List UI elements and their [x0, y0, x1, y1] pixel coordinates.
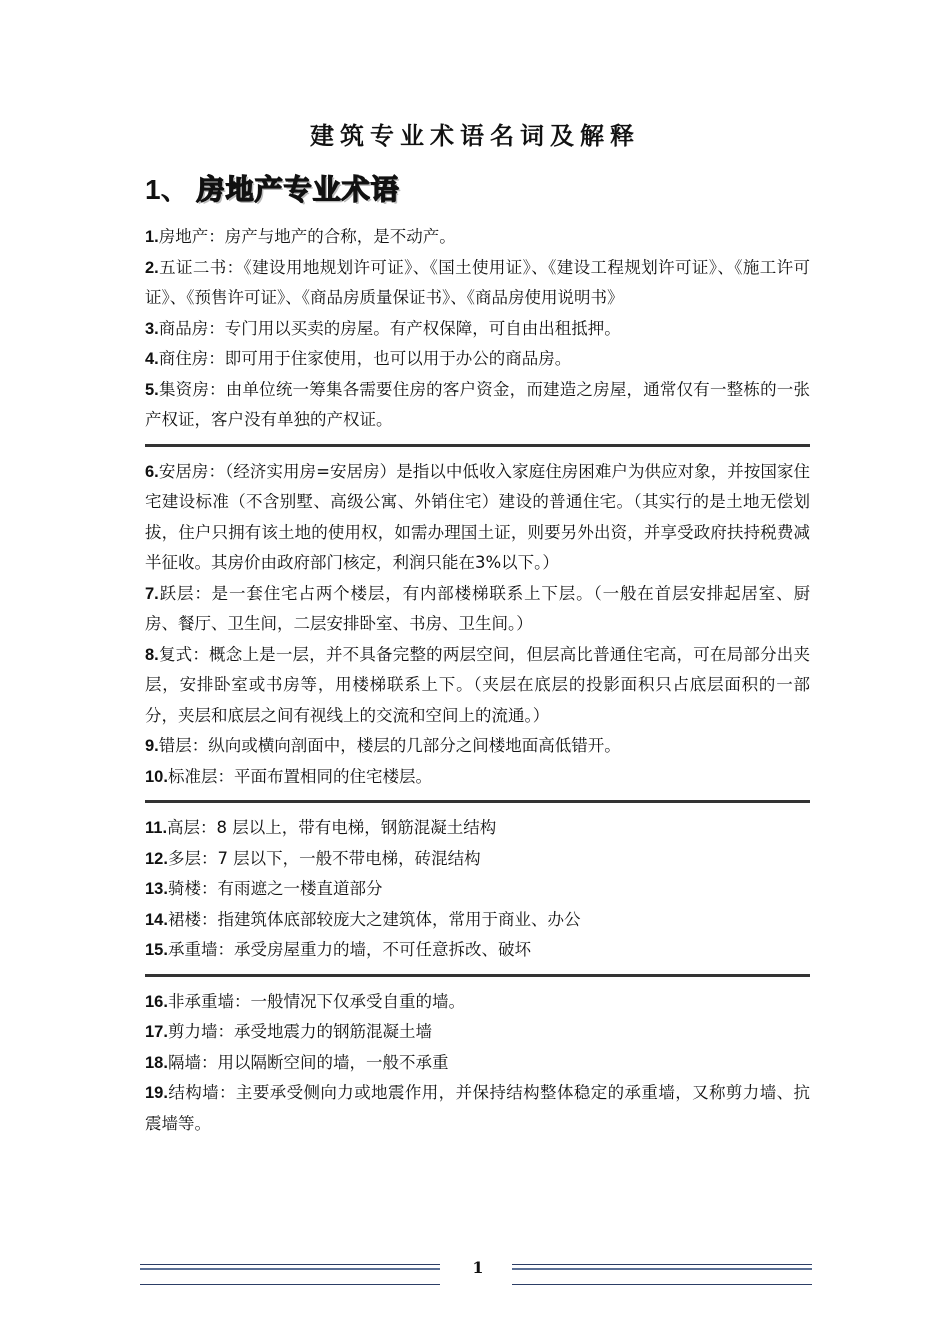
term-text: 承重墙：承受房屋重力的墙，不可任意拆改、破坏	[167, 940, 531, 959]
term-number: 16.	[145, 992, 168, 1011]
section-number: 1、	[145, 174, 189, 205]
term-number: 15.	[145, 941, 168, 959]
term-entry	[145, 344, 810, 375]
term-text: 标准层：平面布置相同的住宅楼层。	[167, 766, 432, 786]
term-text: 非承重墙：一般情况下仅承受自重的墙。	[167, 991, 465, 1011]
term-number: 13.	[145, 880, 168, 898]
term-text: 错层：纵向或横向剖面中，楼层的几部分之间楼地面高低错开。	[158, 736, 621, 755]
term-entry	[145, 1078, 810, 1139]
term-number: 9.	[145, 737, 159, 755]
section-heading	[145, 168, 400, 208]
section-divider	[145, 444, 810, 447]
section-divider	[145, 800, 810, 803]
term-number: 3.	[145, 319, 159, 338]
term-entry	[145, 1048, 810, 1079]
term-entry	[145, 731, 810, 762]
term-number: 19.	[145, 1084, 168, 1102]
term-entry	[145, 375, 810, 436]
footer-rule-right	[512, 1264, 812, 1285]
term-entry	[145, 1017, 810, 1048]
term-text: 房地产：房产与地产的合称，是不动产。	[158, 227, 456, 246]
term-number: 6.	[145, 462, 159, 481]
term-group-4	[145, 987, 810, 1140]
term-entry	[145, 874, 810, 905]
term-text: 高层：8 层以上，带有电梯，钢筋混凝土结构	[167, 818, 497, 837]
term-entry	[145, 314, 810, 345]
term-number: 18.	[145, 1053, 168, 1072]
term-entry	[145, 640, 810, 732]
section-heading-text: 房地产专业术语	[196, 173, 400, 206]
term-text: 商品房：专门用以买卖的房屋。有产权保障，可自由出租抵押。	[158, 318, 621, 338]
term-text: 结构墙：主要承受侧向力或地震作用，并保持结构整体稳定的承重墙，又称剪力墙、抗震墙等。	[145, 1083, 810, 1133]
term-text: 多层：7 层以下，一般不带电梯，砖混结构	[167, 848, 481, 868]
term-number: 1.	[145, 228, 159, 246]
term-text: 五证二书：《建设用地规划许可证》、《国土使用证》、《建设工程规划许可证》、《施工许可证》、《预售许可证》、《商品房质量保证书》、《商品房使用说明书》	[145, 257, 810, 307]
term-text: 剪力墙：承受地震力的钢筋混凝土墙	[167, 1022, 432, 1041]
term-text: 安居房：（经济实用房=安居房）是指以中低收入家庭住房困难户为供应对象，并按国家住宅建设标准（不含别墅、高级公寓、外销住宅）建设的普通住宅。（其实行的是土地无偿划拔，住户只拥有该土地的使用权，如需办理国土证，则要另外出资，并享受政府扶持税费减半征收。其房价由政府部门核定，利润只能在3%以下。）	[145, 461, 810, 572]
page-footer	[140, 1258, 815, 1298]
term-entry	[145, 762, 810, 793]
term-text: 骑楼：有雨遮之一楼直道部分	[167, 879, 383, 898]
term-group-1	[145, 222, 810, 436]
term-entry	[145, 935, 810, 966]
term-group-2	[145, 457, 810, 793]
term-number: 5.	[145, 380, 159, 399]
term-text: 跃层：是一套住宅占两个楼层，有内部楼梯联系上下层。（一般在首层安排起居室、厨房、餐厅、卫生间，二层安排卧室、书房、卫生间。）	[145, 583, 810, 633]
section-divider	[145, 974, 810, 977]
term-number: 8.	[145, 645, 159, 664]
term-entry	[145, 813, 810, 844]
term-text: 集资房：由单位统一筹集各需要住房的客户资金，而建造之房屋，通常仅有一整栋的一张产权证，客户没有单独的产权证。	[145, 379, 810, 429]
term-entry	[145, 457, 810, 579]
term-entry	[145, 579, 810, 640]
term-entry	[145, 987, 810, 1018]
document-body	[145, 222, 810, 1139]
term-text: 隔墙：用以隔断空间的墙，一般不承重	[167, 1052, 449, 1072]
term-entry	[145, 222, 810, 253]
term-number: 11.	[145, 819, 168, 837]
page-number: 1	[472, 1258, 484, 1277]
term-number: 14.	[145, 910, 168, 929]
term-number: 17.	[145, 1023, 168, 1041]
term-number: 10.	[145, 767, 168, 786]
term-text: 复式：概念上是一层，并不具备完整的两层空间，但层高比普通住宅高，可在局部分出夹层，安排卧室或书房等，用楼梯联系上下。（夹层在底层的投影面积只占底层面积的一部分，夹层和底层之间有视线上的交流和空间上的流通。）	[145, 644, 810, 725]
footer-rule-left	[140, 1264, 440, 1285]
term-number: 7.	[145, 584, 159, 603]
term-group-3	[145, 813, 810, 966]
term-number: 4.	[145, 350, 159, 368]
term-entry	[145, 905, 810, 936]
term-text: 裙楼：指建筑体底部较庞大之建筑体，常用于商业、办公	[167, 909, 581, 929]
document-title: 建筑专业术语名词及解释	[310, 121, 640, 150]
term-text: 商住房：即可用于住家使用，也可以用于办公的商品房。	[158, 349, 572, 368]
term-entry	[145, 844, 810, 875]
term-number: 2.	[145, 258, 159, 277]
term-entry	[145, 253, 810, 314]
term-number: 12.	[145, 849, 168, 868]
